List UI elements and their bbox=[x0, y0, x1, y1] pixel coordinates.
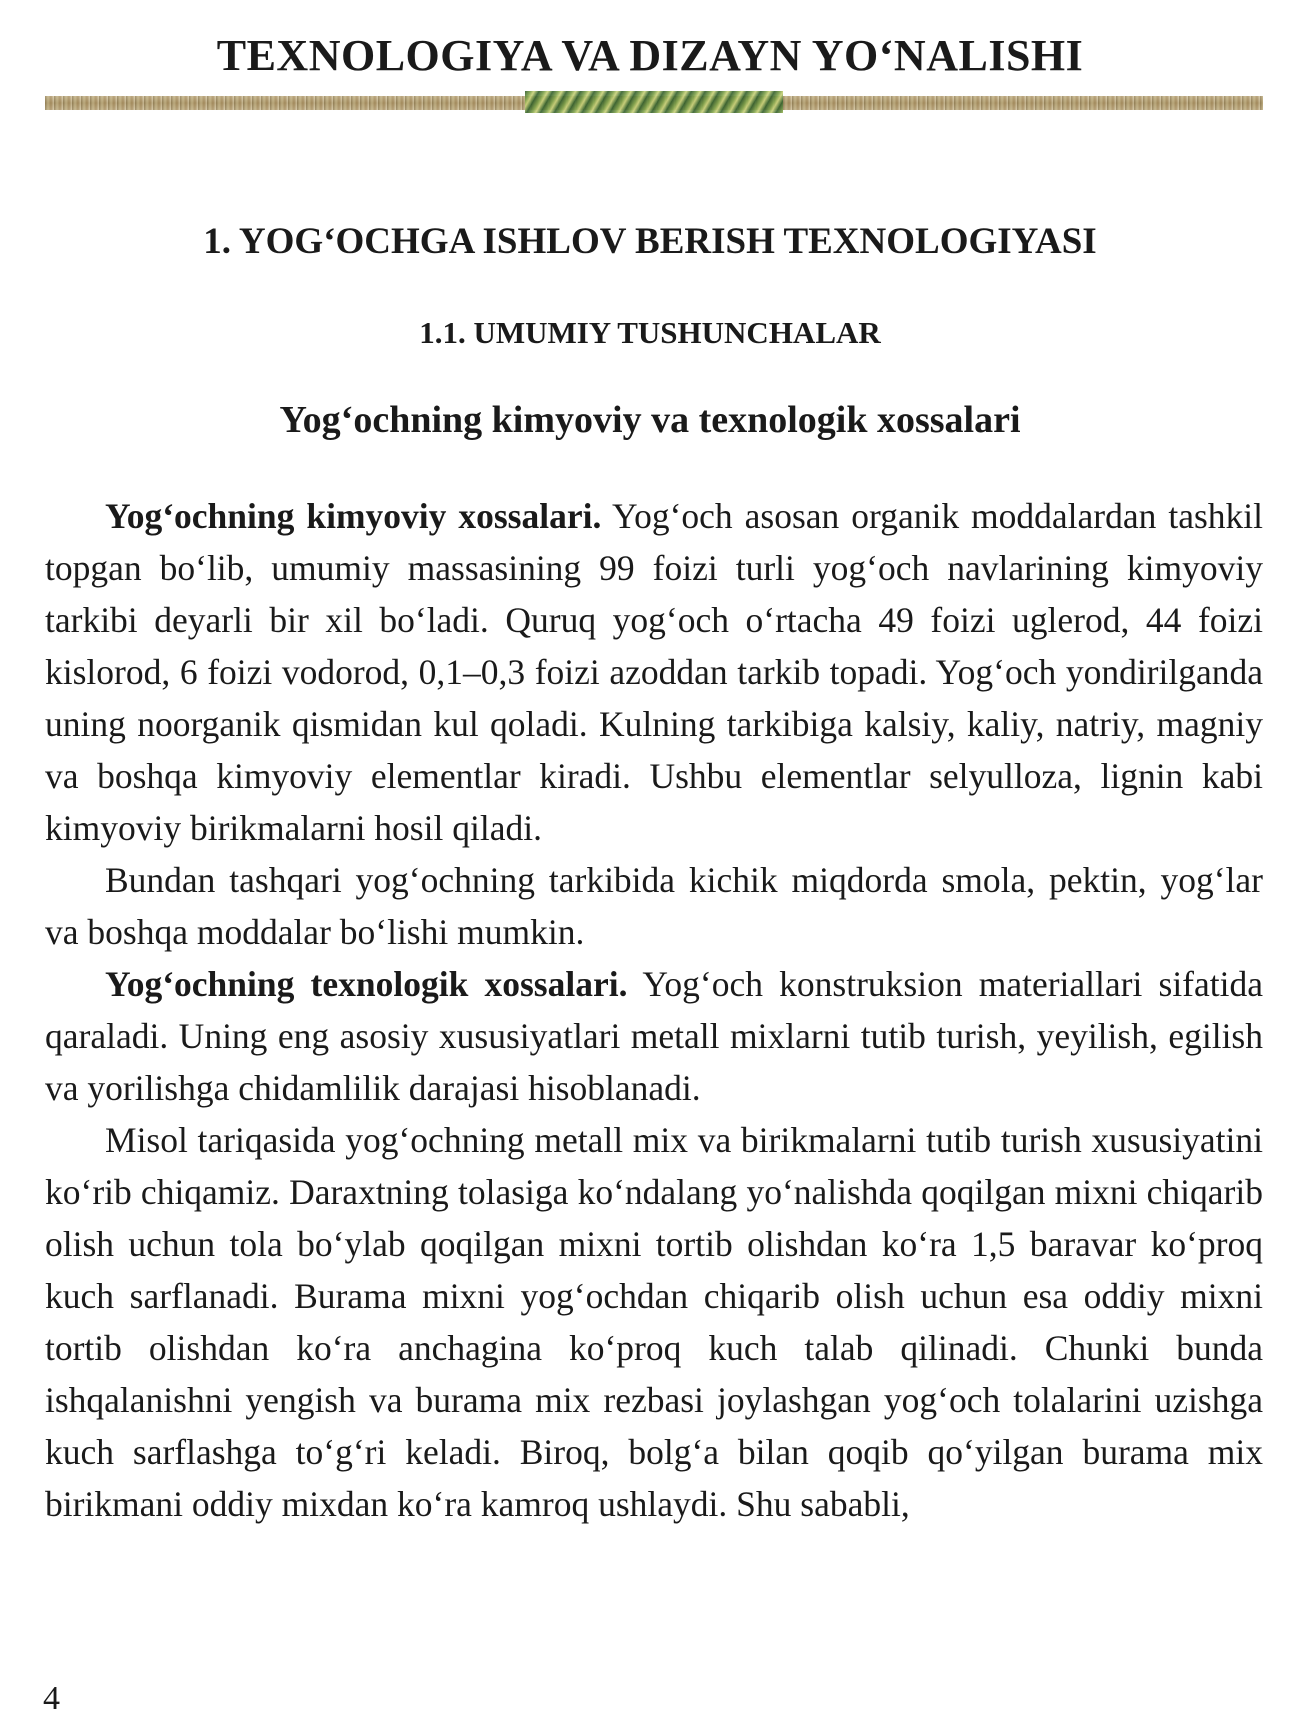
paragraph bbox=[45, 1114, 1263, 1530]
chapter-title: 1. YOG‘OCHGA ISHLOV BERISH TEXNOLOGIYASI bbox=[203, 221, 1097, 262]
paragraph-text: Bundan tashqari yog‘ochning tarkibida kichik miqdorda smola, pektin, yog‘lar va boshqa moddalar bo‘lishi mumkin. bbox=[45, 860, 1263, 952]
section-title: 1.1. UMUMIY TUSHUNCHALAR bbox=[419, 315, 881, 350]
subsection-title: Yog‘ochning kimyoviy va texnologik xossalari bbox=[279, 399, 1021, 441]
paragraph-text: Misol tariqasida yog‘ochning metall mix va birikmalarni tutib turish xususiyatini ko‘rib chiqamiz. Daraxtning tolasiga ko‘ndalang yo‘nalishda qoqilgan mixni chiqarib olish uchun tola bo‘ylab qoqilgan mixni tortib olishdan ko‘ra 1,5 baravar ko‘proq kuch sarflanadi. Burama mixni yog‘ochdan chiqarib olish uchun esa oddiy mixni tortib olishdan ko‘ra anchagina ko‘proq kuch talab qilinadi. Chunki bunda ishqalanishni yengish va burama mix rezbasi joylashgan yog‘och tolalarini uzishga kuch sarflashga to‘g‘ri keladi. Biroq, bolg‘a bilan qoqib qo‘yilgan burama mix birikmani oddiy mixdan ko‘ra kamroq ushlaydi. Shu sababli, bbox=[45, 1120, 1263, 1524]
body-text bbox=[45, 490, 1263, 1530]
paragraph-text: Yog‘och konstruksion materiallari sifatida qaraladi. Uning eng asosiy xususiyatlari metall mixlarni tutib turish, yeyilish, egilish va yorilishga chidamlilik darajasi hisoblanadi. bbox=[45, 964, 1263, 1108]
paragraph bbox=[45, 490, 1263, 854]
decorative-band-ornament bbox=[525, 91, 783, 113]
running-head: TEXNOLOGIYA VA DIZAYN YO‘NALISHI bbox=[216, 31, 1084, 80]
paragraph-text: Yog‘och asosan organik moddalardan tashkil topgan bo‘lib, umumiy massasining 99 foizi turli yog‘och navlarining kimyoviy tarkibi deyarli bir xil bo‘ladi. Quruq yog‘och o‘rtacha 49 foizi uglerod, 44 foizi kislorod, 6 foizi vodorod, 0,1–0,3 foizi azoddan tarkib topadi. Yog‘och yondirilganda uning noorganik qismidan kul qoladi. Kulning tarkibiga kalsiy, kaliy, natriy, magniy va boshqa kimyoviy elementlar kiradi. Ushbu elementlar selyulloza, lignin kabi kimyoviy birikmalarni hosil qiladi. bbox=[45, 496, 1263, 848]
paragraph bbox=[45, 854, 1263, 958]
page-number: 4 bbox=[43, 1680, 60, 1717]
paragraph-lead: Yog‘ochning texnologik xossalari. bbox=[105, 964, 628, 1004]
paragraph-lead: Yog‘ochning kimyoviy xossalari. bbox=[105, 496, 602, 536]
paragraph bbox=[45, 958, 1263, 1114]
